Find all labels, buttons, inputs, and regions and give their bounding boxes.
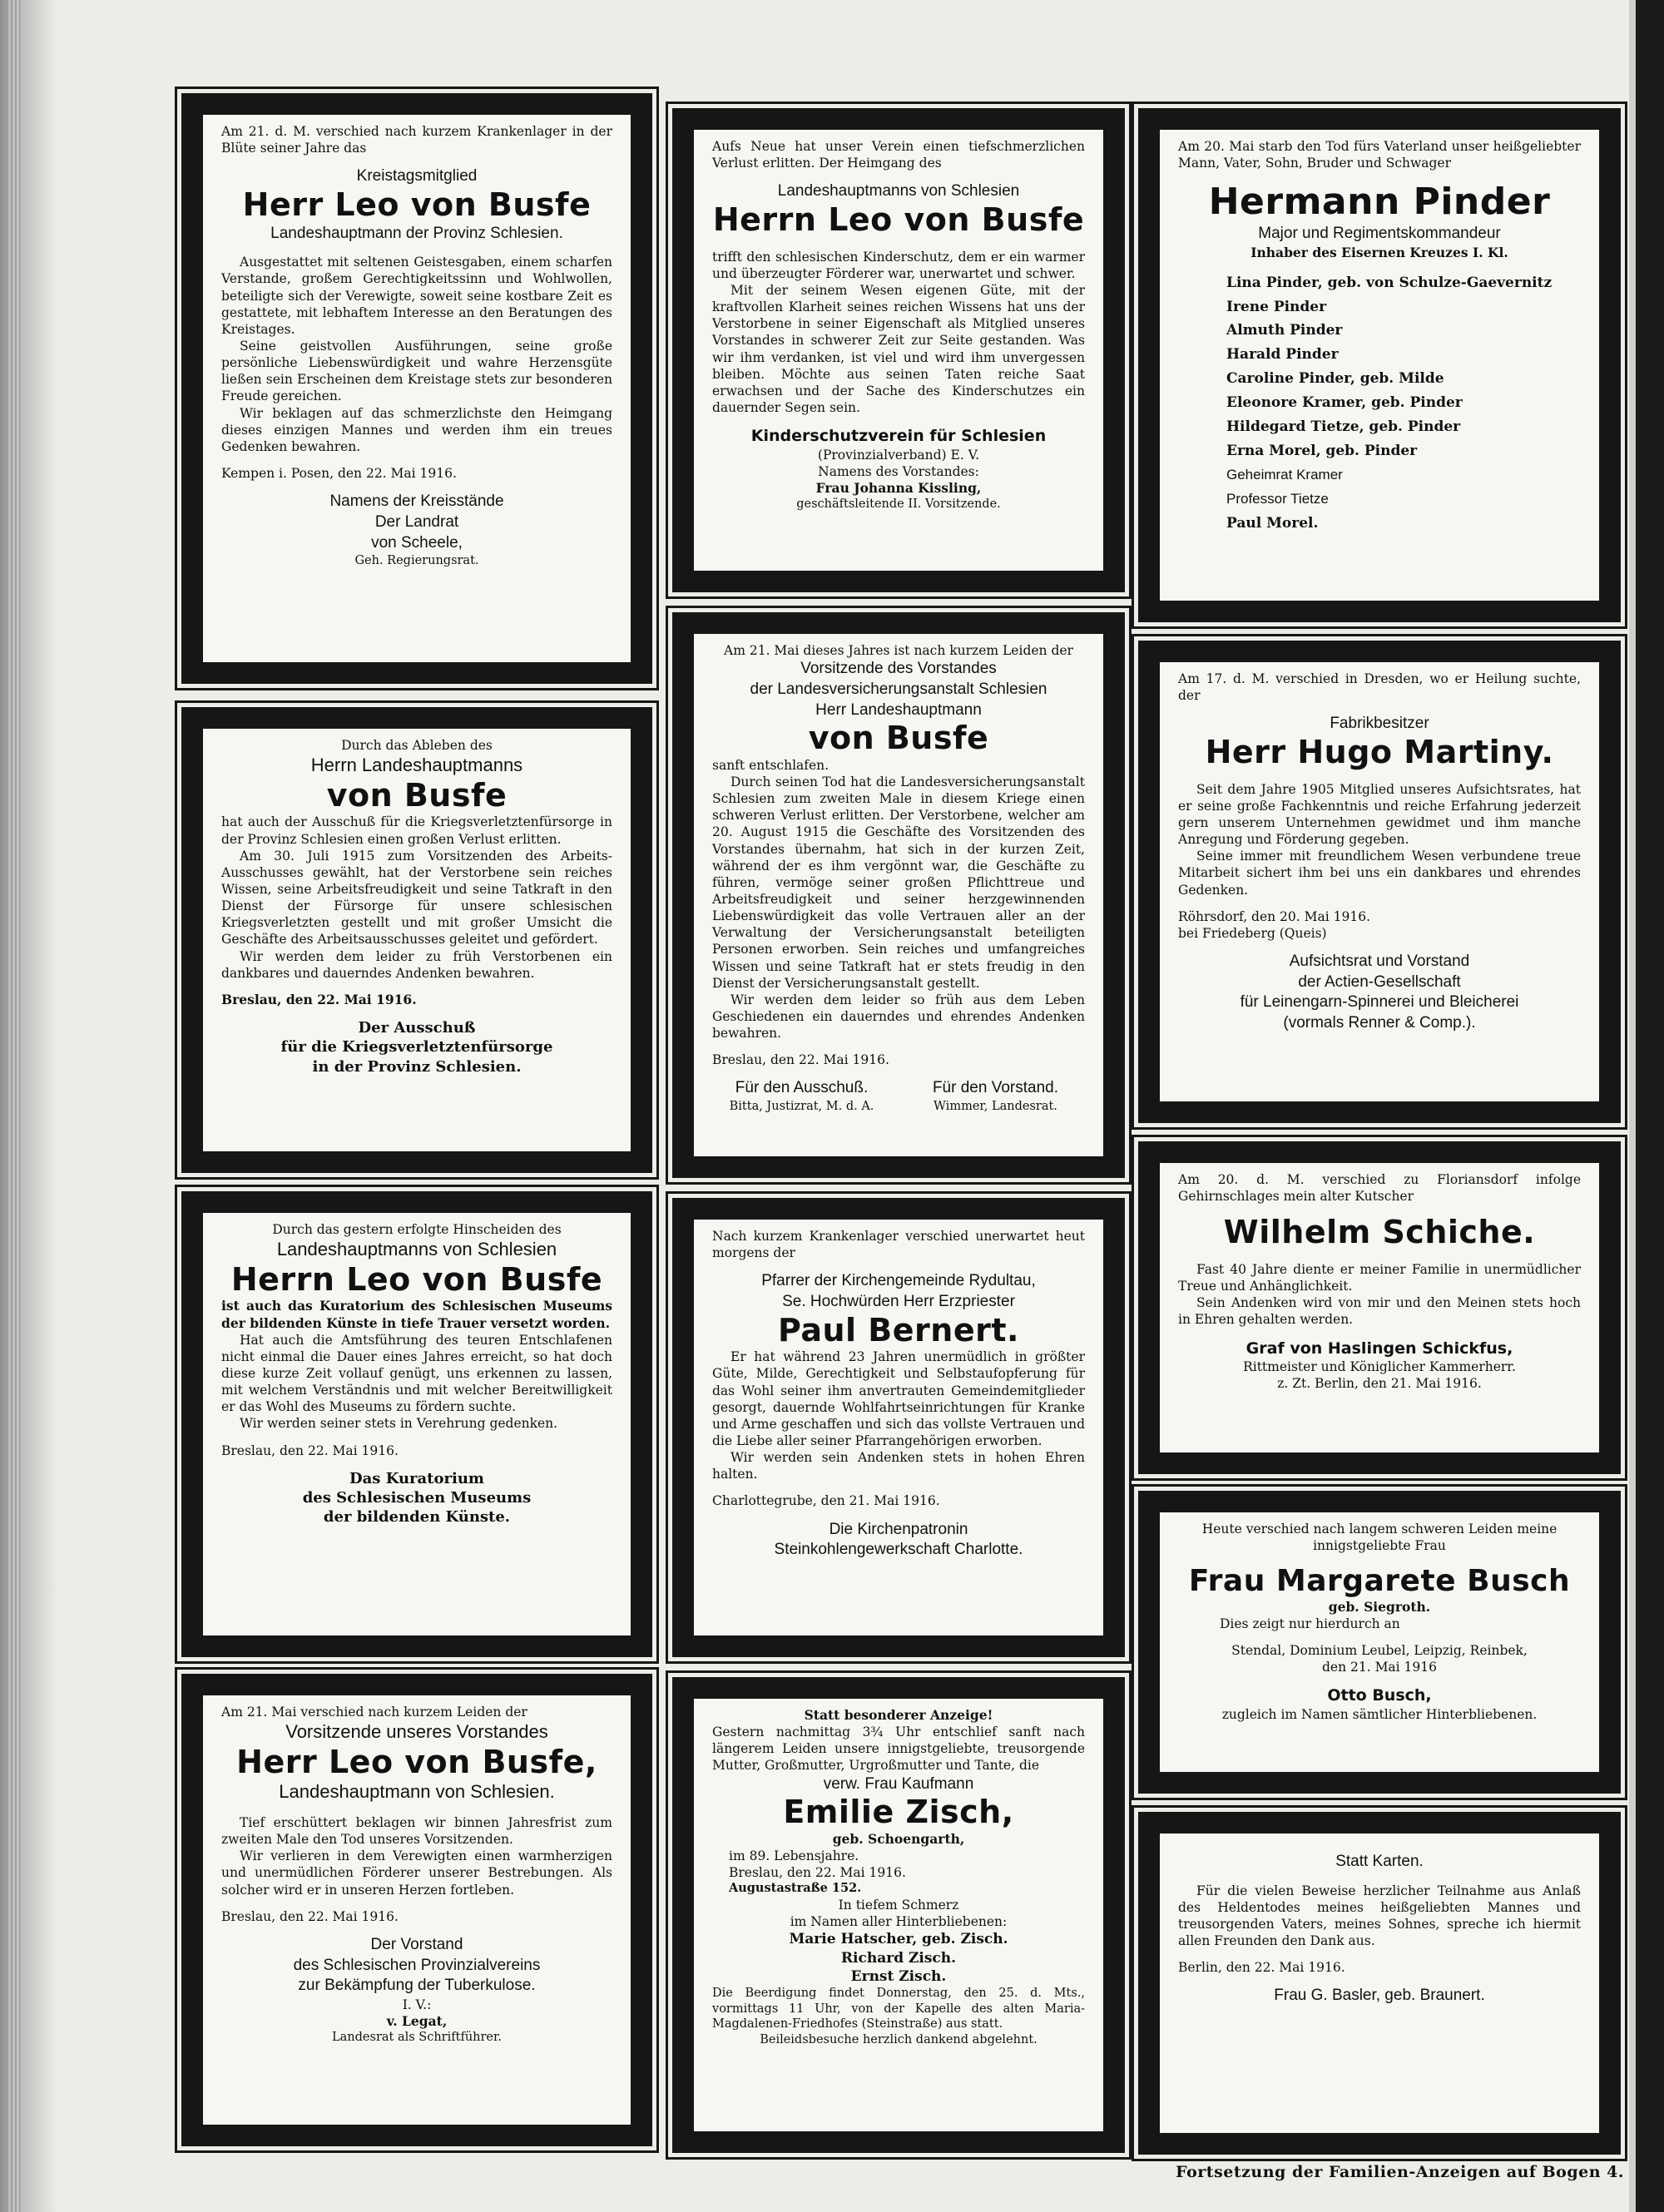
notice-paragraph: Die Beerdigung findet Donnerstag, den 25. d. Mts., vormittags 11 Uhr, von der Kapelle des alten Maria-Magdalenen-Friedhofes (Steinstraße) aus statt.: [712, 1986, 1085, 2031]
signature: Geh. Regierungsrat.: [354, 554, 479, 568]
death-notice-bernert: [672, 1198, 1125, 1657]
death-notice-kreistag: [181, 93, 652, 684]
notice-place-date: Breslau, den 22. Mai 1916.: [221, 1908, 399, 1924]
notice-place-date: Berlin, den 22. Mai 1916.: [1178, 1960, 1345, 1976]
deceased-name: Herrn Leo von Busfe: [712, 200, 1085, 238]
notice-paragraph: Beileidsbesuche herzlich dankend abgelehnt.: [760, 2033, 1038, 2047]
notice-paragraph: ist auch das Kuratorium des Schlesischen Museums der bildenden Künste in tiefe Trauer versetzt worden.: [221, 1298, 612, 1331]
death-notice-ausschuss: [181, 707, 652, 1173]
signature: Namens der Kreisstände: [329, 492, 504, 511]
signature: Aufsichtsrat und Vorstand: [1289, 952, 1470, 970]
deceased-name: Herr Leo von Busfe,: [236, 1743, 597, 1780]
notice-place-date: Breslau, den 22. Mai 1916.: [712, 1052, 889, 1068]
mourn-line: In tiefem Schmerz: [838, 1898, 959, 1913]
notice-title: Kreistagsmitglied: [356, 167, 478, 186]
notice-paragraph: Für die vielen Beweise herzlicher Teilnahme aus Anlaß des Heldentodes meines heißgeliebten Mannes und treusorgenden Vaters, meines Sohnes, spreche ich hiermit allen Freunden den Dank aus.: [1178, 1883, 1581, 1949]
mourner-name: Erna Morel, geb. Pinder: [1226, 442, 1418, 459]
signature: Für den Ausschuß.: [735, 1079, 869, 1097]
notice-subtitle: Landeshauptmann von Schlesien.: [279, 1781, 555, 1803]
signature: für Leinengarn-Spinnerei und Bleicherei: [1240, 993, 1519, 1012]
notice-paragraph: Wir beklagen auf das schmerzlichste den Heimgang dieses einzigen Mannes und werden ihm ein treues Gedenken bewahren.: [221, 405, 612, 454]
notice-paragraph: sanft entschlafen.: [712, 757, 830, 773]
signature: (Provinzialverband) E. V.: [817, 447, 980, 463]
signature: Graf von Haslingen Schickfus,: [1246, 1339, 1513, 1358]
deceased-name: Herr Hugo Martiny.: [1205, 733, 1554, 770]
notice-intro: Aufs Neue hat unser Verein einen tiefschmerzlichen Verlust erlitten. Der Heimgang des: [712, 139, 1085, 171]
death-notice-pinder: [1138, 108, 1621, 622]
notice-title: Vorsitzende des Vorstandes: [800, 660, 997, 678]
continuation-note: Fortsetzung der Familien-Anzeigen auf Bogen 4.: [1176, 2163, 1624, 2181]
death-notice-zisch: [672, 1677, 1125, 2153]
notice-paragraph: Ausgestattet mit seltenen Geistesgaben, einem scharfen Verstande, großem Gerechtigkeitssinn und Wohlwollen, beteiligte sich der Verewigte, soweit seine kostbare Zeit es gestattete, mit lebhaftem Interesse an den Beratungen des Kreistages.: [221, 255, 612, 337]
notice-paragraph: Wir werden dem leider zu früh Verstorbenen ein dankbares und dauerndes Andenken bewahren.: [221, 948, 612, 981]
notice-title: Vorsitzende unseres Vorstandes: [285, 1721, 548, 1743]
signature: des Schlesischen Provinzialvereins: [293, 1956, 541, 1974]
signature: Das Kuratorium: [349, 1469, 484, 1487]
notice-paragraph: Wir werden seiner stets in Verehrung gedenken.: [240, 1416, 558, 1432]
notice-paragraph: Dies zeigt nur hierdurch an: [1220, 1616, 1400, 1631]
notice-paragraph: Fast 40 Jahre diente er meiner Familie in unermüdlicher Treue und Anhänglichkeit.: [1178, 1261, 1581, 1294]
signature: Der Landrat: [374, 512, 459, 531]
mourner-name: Ernst Zisch.: [850, 1967, 947, 1985]
signature: Otto Busch,: [1327, 1686, 1432, 1705]
thanks-notice-basler: [1138, 1812, 1621, 2155]
notice-place-date: Röhrsdorf, den 20. Mai 1916.: [1178, 908, 1371, 924]
signature: Namens des Vorstandes:: [818, 463, 979, 479]
signature: von Scheele,: [371, 533, 463, 552]
notice-intro: Nach kurzem Krankenlager verschied unerwartet heut morgens der: [712, 1229, 1085, 1261]
notice-paragraph: Wir verlieren in dem Verewigten einen warmherzigen und unermüdlichen Förderer unserer Bestrebungen. Als solcher wird er in unseren Herzen fortleben.: [221, 1848, 612, 1898]
deceased-name: Emilie Zisch,: [783, 1794, 1014, 1831]
notice-place-date: Breslau, den 22. Mai 1916.: [221, 1443, 399, 1458]
notice-subtitle: Landeshauptmann der Provinz Schlesien.: [270, 224, 563, 242]
deceased-name: Paul Bernert.: [778, 1311, 1019, 1348]
mourner-name: Harald Pinder: [1226, 346, 1339, 364]
notice-title: Major und Regimentskommandeur: [1258, 224, 1501, 242]
notice-intro: Am 20. d. M. verschied zu Floriansdorf infolge Gehirnschlages mein alter Kutscher: [1178, 1172, 1581, 1205]
notice-paragraph: Seit dem Jahre 1905 Mitglied unseres Aufsichtsrates, hat er seine große Fachkenntnis und reiche Erfahrung jederzeit gern unserem Unternehmen gewidmet und ihm manche Anregung und Förderung gegeben.: [1178, 781, 1581, 848]
notice-paragraph: Er hat während 23 Jahren unermüdlich in größter Güte, Milde, Gerechtigkeit und Selbstaufopferung für das Wohl seiner ihm anvertrauten Gemeindemitglieder gesorgt, dauernde Wohlfahrtseinrichtungen für Kranke und Arme geschaffen und sich das vollste Vertrauen und die Liebe aller seiner Pfarrangehörigen erworben.: [712, 1349, 1085, 1449]
signature: zugleich im Namen sämtlicher Hinterbliebenen.: [1221, 1706, 1538, 1722]
notice-paragraph: Durch seinen Tod hat die Landesversicherungsanstalt Schlesien zum zweiten Male in diesem Kriege einen schweren Verlust erlitten. Der Verstorbene, welcher am 20. August 1915 die Geschäfte des Vorsitzenden des Vorstandes übernahm, hat sich in der kurzen Zeit, während der es ihm vergönnt war, die Geschäfte zu führen, vermöge seiner großen Pflichttreue und Arbeitsfreudigkeit und seiner herzgewinnenden Liebenswürdigkeit das volle Vertrauen aller an der Verwaltung der Versicherungsanstalt beteiligten Personen erworben. Sein reiches und umfangreiches Wissen und seine Tatkraft hat er stets freudig in den Dienst der Versicherungsanstalt gestellt.: [712, 774, 1085, 991]
signature: des Schlesischen Museums: [302, 1489, 532, 1507]
signature: Bitta, Justizrat, M. d. A.: [729, 1100, 874, 1114]
notice-paragraph: Tief erschüttert beklagen wir binnen Jahresfrist zum zweiten Male den Tod unseres Vorsitzenden.: [221, 1815, 612, 1848]
deceased-name: von Busfe: [326, 776, 508, 814]
notice-title: Herr Landeshauptmann: [815, 700, 982, 719]
deceased-name: Wilhelm Schiche.: [1223, 1214, 1536, 1251]
notice-paragraph: Seine immer mit freundlichem Wesen verbundene treue Mitarbeit sichert ihm bei uns ein dankbares und ehrendes Gedenken.: [1178, 849, 1581, 898]
notice-title: Landeshauptmanns von Schlesien: [777, 182, 1020, 200]
signature: der bildenden Künste.: [323, 1508, 511, 1527]
notice-title: Landeshauptmanns von Schlesien: [276, 1239, 557, 1260]
deceased-name: von Busfe: [808, 720, 989, 757]
signature: zur Bekämpfung der Tuberkulose.: [298, 1977, 536, 1995]
mourn-line: im Namen aller Hinterbliebenen:: [790, 1914, 1008, 1930]
notice-intro: Am 21. Mai verschied nach kurzem Leiden der: [221, 1705, 527, 1720]
death-notice-landesversicherung: [672, 612, 1125, 1178]
signature: Der Ausschuß: [358, 1018, 476, 1037]
signature: Kinderschutzverein für Schlesien: [750, 427, 1047, 446]
notice-title: Pfarrer der Kirchengemeinde Rydultau,: [761, 1272, 1036, 1290]
notice-title: verw. Frau Kaufmann: [823, 1774, 974, 1793]
notice-title: Fabrikbesitzer: [1330, 715, 1429, 733]
death-notice-busch: [1138, 1491, 1621, 1794]
signature: Für den Vorstand.: [932, 1079, 1058, 1097]
notice-title: Se. Hochwürden Herr Erzpriester: [782, 1292, 1015, 1310]
mourner-name: Almuth Pinder: [1226, 322, 1343, 339]
scan-right-edge: [1636, 0, 1664, 2212]
notice-heading: Statt besonderer Anzeige!: [804, 1707, 993, 1723]
notice-place-date: bei Friedeberg (Queis): [1178, 925, 1327, 941]
notice-place-date: z. Zt. Berlin, den 21. Mai 1916.: [1277, 1376, 1482, 1392]
notice-heading: Statt Karten.: [1335, 1853, 1424, 1870]
signature: v. Legat,: [386, 2013, 448, 2030]
notice-intro: Am 21. Mai dieses Jahres ist nach kurzem Leiden der: [724, 643, 1073, 658]
signature: Landesrat als Schriftführer.: [332, 2031, 502, 2045]
signature: Steinkohlengewerkschaft Charlotte.: [774, 1541, 1023, 1559]
notice-place-date: Breslau, den 22. Mai 1916.: [221, 991, 417, 1007]
notice-paragraph: Sein Andenken wird von mir und den Meinen stets hoch in Ehren gehalten werden.: [1178, 1295, 1581, 1328]
signature: I. V.:: [402, 1997, 432, 2012]
signature: Der Vorstand: [370, 1935, 463, 1953]
signature: geschäftsleitende II. Vorsitzende.: [796, 497, 1001, 512]
signature: Rittmeister und Königlicher Kammerherr.: [1243, 1359, 1516, 1375]
signature: Frau Johanna Kissling,: [815, 480, 982, 497]
notice-intro: Durch das Ableben des: [341, 738, 493, 753]
notice-title: Herrn Landeshauptmanns: [310, 755, 523, 776]
deceased-name: Herr Leo von Busfe: [242, 186, 592, 223]
death-notice-martiny: [1138, 641, 1621, 1123]
notice-subtitle: Inhaber des Eisernen Kreuzes I. Kl.: [1250, 244, 1508, 260]
notice-paragraph: hat auch der Ausschuß für die Kriegsverletztenfürsorge in der Provinz Schlesien einen großen Verlust erlitten.: [221, 814, 612, 847]
book-binding-edge: [0, 0, 58, 2212]
deceased-name: Herrn Leo von Busfe: [230, 1260, 603, 1298]
death-notice-tuberkulose: [181, 1674, 652, 2146]
notice-place-date: Charlottegrube, den 21. Mai 1916.: [712, 1493, 940, 1509]
signature: für die Kriegsverletztenfürsorge: [280, 1038, 553, 1057]
notice-paragraph: Mit der seinem Wesen eigenen Güte, mit der kraftvollen Klarheit seines reichen Wissens hat uns der Verstorbene in seiner Eigenschaft als Mitglied unseres Vorstandes in schwerer Zeit zur Seite gestanden. Was wir ihm verdanken, ist viel und wird ihm unvergessen bleiben. Möchte aus seinen Taten reiche Saat erwachsen und der Sache des Kinderschutzes ein dauernder Segen sein.: [712, 282, 1085, 415]
notice-place: Stendal, Dominium Leubel, Leipzig, Reinbek,: [1231, 1642, 1528, 1658]
signature: (vormals Renner & Comp.).: [1283, 1013, 1476, 1032]
notice-paragraph: Seine geistvollen Ausführungen, seine große persönliche Liebenswürdigkeit und wahre Herzensgüte ließen sein Erscheinen dem Kreistage stets zur besonderen Freude gereichen.: [221, 339, 612, 404]
notice-age: im 89. Lebensjahre.: [729, 1848, 859, 1864]
notice-intro: Am 21. d. M. verschied nach kurzem Krankenlager in der Blüte seiner Jahre das: [221, 124, 612, 156]
mourner-name: Caroline Pinder, geb. Milde: [1226, 370, 1444, 388]
notice-address: Augustastraße 152.: [729, 1881, 862, 1896]
notice-paragraph: Wir werden sein Andenken stets in hohen Ehren halten.: [712, 1450, 1085, 1482]
death-notice-kinderschutz: [672, 108, 1125, 592]
mourner-name: Richard Zisch.: [840, 1949, 957, 1967]
death-notice-schiche: [1138, 1141, 1621, 1474]
notice-intro: Am 20. Mai starb den Tod fürs Vaterland unser heißgeliebter Mann, Vater, Sohn, Bruder und Schwager: [1178, 139, 1581, 171]
mourner-name: Lina Pinder, geb. von Schulze-Gaevernitz: [1226, 274, 1553, 291]
notice-intro: Am 17. d. M. verschied in Dresden, wo er Heilung suchte, der: [1178, 671, 1581, 704]
notice-place-date: Kempen i. Posen, den 22. Mai 1916.: [221, 466, 457, 482]
mourner-name: Eleonore Kramer, geb. Pinder: [1226, 394, 1463, 412]
notice-date: den 21. Mai 1916: [1321, 1660, 1438, 1675]
notice-title: der Landesversicherungsanstalt Schlesien: [750, 680, 1047, 698]
signature: in der Provinz Schlesien.: [312, 1057, 522, 1076]
notice-paragraph: Gestern nachmittag 3¾ Uhr entschlief sanft nach längerem Leiden unsere innigstgeliebte, treusorgende Mutter, Großmutter, Urgroßmutter und Tante, die: [712, 1725, 1085, 1774]
notice-place-date: Breslau, den 22. Mai 1916.: [729, 1865, 906, 1881]
mourner-name: Hildegard Tietze, geb. Pinder: [1226, 418, 1461, 436]
mourner-name: Geheimrat Kramer: [1226, 466, 1343, 482]
deceased-name: Hermann Pinder: [1208, 181, 1551, 224]
mourner-name: Irene Pinder: [1226, 298, 1327, 315]
signature: Wimmer, Landesrat.: [934, 1100, 1057, 1114]
signature: der Actien-Gesellschaft: [1298, 972, 1461, 991]
death-notice-kuratorium: [181, 1191, 652, 1657]
signature: Frau G. Basler, geb. Braunert.: [1274, 1987, 1485, 2005]
notice-subtitle: geb. Schoengarth,: [832, 1830, 965, 1847]
mourner-name: Marie Hatscher, geb. Zisch.: [789, 1931, 1008, 1948]
signature: Die Kirchenpatronin: [829, 1520, 968, 1538]
mourner-name: Paul Morel.: [1226, 514, 1319, 532]
notice-paragraph: trifft den schlesischen Kinderschutz, dem er ein warmer und überzeugter Förderer war, unerwartet und schwer.: [712, 249, 1085, 281]
mourner-name: Professor Tietze: [1226, 490, 1329, 507]
notice-subtitle: geb. Siegroth.: [1328, 1598, 1431, 1615]
notice-intro: Durch das gestern erfolgte Hinscheiden des: [272, 1222, 562, 1237]
notice-paragraph: Wir werden dem leider so früh aus dem Leben Geschiedenen ein dauerndes und ehrendes Andenken bewahren.: [712, 992, 1085, 1042]
notice-paragraph: Am 30. Juli 1915 zum Vorsitzenden des Arbeits-Ausschusses gewählt, hat der Verstorbene sein reiches Wissen, seine Arbeitsfreudigkeit und seine Tatkraft in den Dienst der Fürsorge für unsere schlesischen Kriegsverletzten gestellt und mit großer Umsicht die Geschäfte des Arbeitsausschusses geleitet und gefördert.: [221, 848, 612, 948]
notice-paragraph: Hat auch die Amtsführung des teuren Entschlafenen nicht einmal die Dauer eines Jahres erreicht, so hat doch diese kurze Zeit vollauf genügt, uns erkennen zu lassen, mit welchem Verständnis und mit welcher Bereitwilligkeit er das Wohl des Museums zu fördern suchte.: [221, 1332, 612, 1415]
deceased-name: Frau Margarete Busch: [1188, 1564, 1571, 1599]
notice-intro: Heute verschied nach langem schweren Leiden meine innigstgeliebte Frau: [1201, 1522, 1558, 1554]
